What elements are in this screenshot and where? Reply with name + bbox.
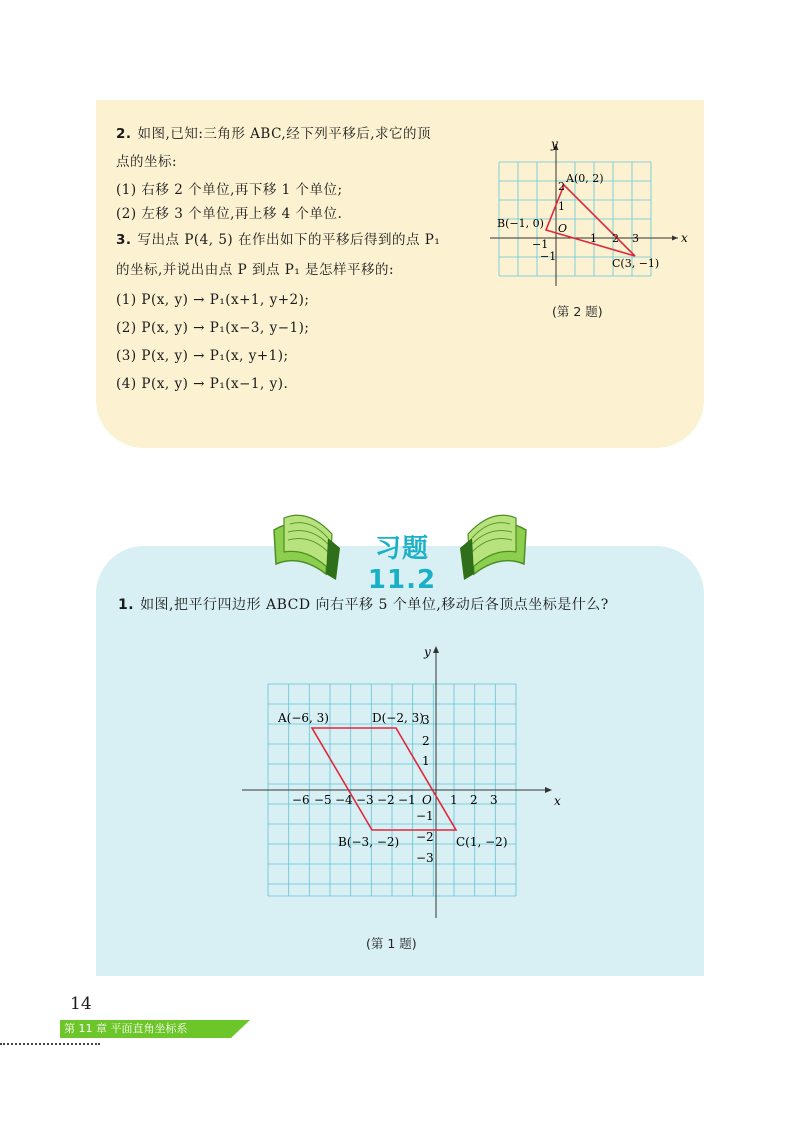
figure1-tick-y-3: 3 — [422, 713, 430, 727]
q2-line1: 2. 如图,已知:三角形 ABC,经下列平移后,求它的顶 — [116, 126, 432, 142]
q2-item2: (2) 左移 3 个单位,再上移 4 个单位. — [116, 206, 343, 222]
figure1-caption: (第 1 题) — [366, 936, 417, 951]
figure1-y-label: y — [424, 645, 431, 659]
figure1-tick-y-neg1: −1 — [416, 809, 434, 823]
figure1-tick-x-2: 2 — [470, 793, 478, 807]
figure1-tick-y-neg3: −3 — [416, 851, 434, 865]
figure1-tick-x-neg6: −6 — [292, 793, 310, 807]
figure1-tick-x-neg4: −4 — [335, 793, 353, 807]
figure1-label-b: B(−3, −2) — [338, 835, 400, 849]
chapter-label: 第 11 章 平面直角坐标系 — [64, 1022, 188, 1035]
figure2-tick-x-2: 2 — [612, 232, 619, 245]
figure1-tick-x-neg3: −3 — [356, 793, 374, 807]
figure1-tick-y-1: 1 — [422, 754, 430, 768]
footer-dotted-rule — [0, 1043, 100, 1045]
problem1-number: 1. — [118, 597, 135, 613]
figure2-graph — [490, 136, 700, 296]
q2-item1: (1) 右移 2 个单位,再下移 1 个单位; — [116, 182, 343, 198]
figure2-tick-x-neg1: −1 — [532, 238, 549, 251]
figure2-caption: (第 2 题) — [552, 304, 603, 319]
q3-item4: (4) P(x, y) → P₁(x−1, y). — [116, 376, 289, 392]
page-number: 14 — [70, 994, 92, 1014]
figure1-y-arrow — [433, 646, 439, 653]
figure2-origin: O — [558, 222, 568, 235]
q3-line2: 的坐标,并说出由点 P 到点 P₁ 是怎样平移的: — [116, 262, 395, 278]
figure1-x-arrow — [545, 787, 552, 793]
q3-line1: 3. 写出点 P(4, 5) 在作出如下的平移后得到的点 P₁ — [116, 232, 441, 248]
problem1-text: 1. 如图,把平行四边形 ABCD 向右平移 5 个单位,移动后各顶点坐标是什么? — [118, 597, 609, 613]
figure2-x-label: x — [681, 231, 688, 245]
figure1-label-a: A(−6, 3) — [278, 711, 329, 725]
figure1-tick-x-neg1: −1 — [398, 793, 416, 807]
figure2-label-b: B(−1, 0) — [497, 217, 544, 230]
q3-item1: (1) P(x, y) → P₁(x+1, y+2); — [116, 292, 310, 308]
figure1-label-c: C(1, −2) — [456, 835, 508, 849]
figure2-x-arrow — [672, 236, 678, 241]
figure1-label-d: D(−2, 3) — [372, 711, 424, 725]
figure2-label-c: C(3, −1) — [612, 257, 660, 270]
figure1-tick-y-neg2: −2 — [416, 830, 434, 844]
triangle-abc — [546, 185, 635, 256]
figure2-y-label: y — [551, 137, 558, 151]
q3-number: 3. — [116, 232, 132, 248]
figure1-graph — [236, 640, 566, 925]
right-book-icon — [460, 515, 526, 580]
figure1-tick-x-1: 1 — [450, 793, 458, 807]
figure1-x-label: x — [554, 794, 561, 808]
figure2-tick-y-neg1: −1 — [540, 250, 557, 263]
q2-line2: 点的坐标: — [116, 154, 178, 170]
figure1-origin: O — [422, 793, 432, 807]
section-title: 习题 11.2 — [367, 534, 437, 595]
figure2-tick-y-1: 1 — [558, 200, 565, 213]
q2-number: 2. — [116, 126, 132, 142]
figure1-tick-x-neg5: −5 — [314, 793, 332, 807]
figure1-tick-y-2: 2 — [422, 734, 430, 748]
q3-item2: (2) P(x, y) → P₁(x−3, y−1); — [116, 320, 310, 336]
figure1-tick-x-neg2: −2 — [377, 793, 395, 807]
figure1-tick-x-3: 3 — [490, 793, 498, 807]
figure2-label-a: A(0, 2) — [566, 172, 604, 185]
figure2-tick-x-3: 3 — [632, 232, 639, 245]
left-book-icon — [274, 515, 340, 580]
q3-item3: (3) P(x, y) → P₁(x, y+1); — [116, 348, 289, 364]
figure2-tick-x-1: 1 — [590, 232, 597, 245]
figure2-tick-y-2: 2 — [558, 180, 565, 193]
